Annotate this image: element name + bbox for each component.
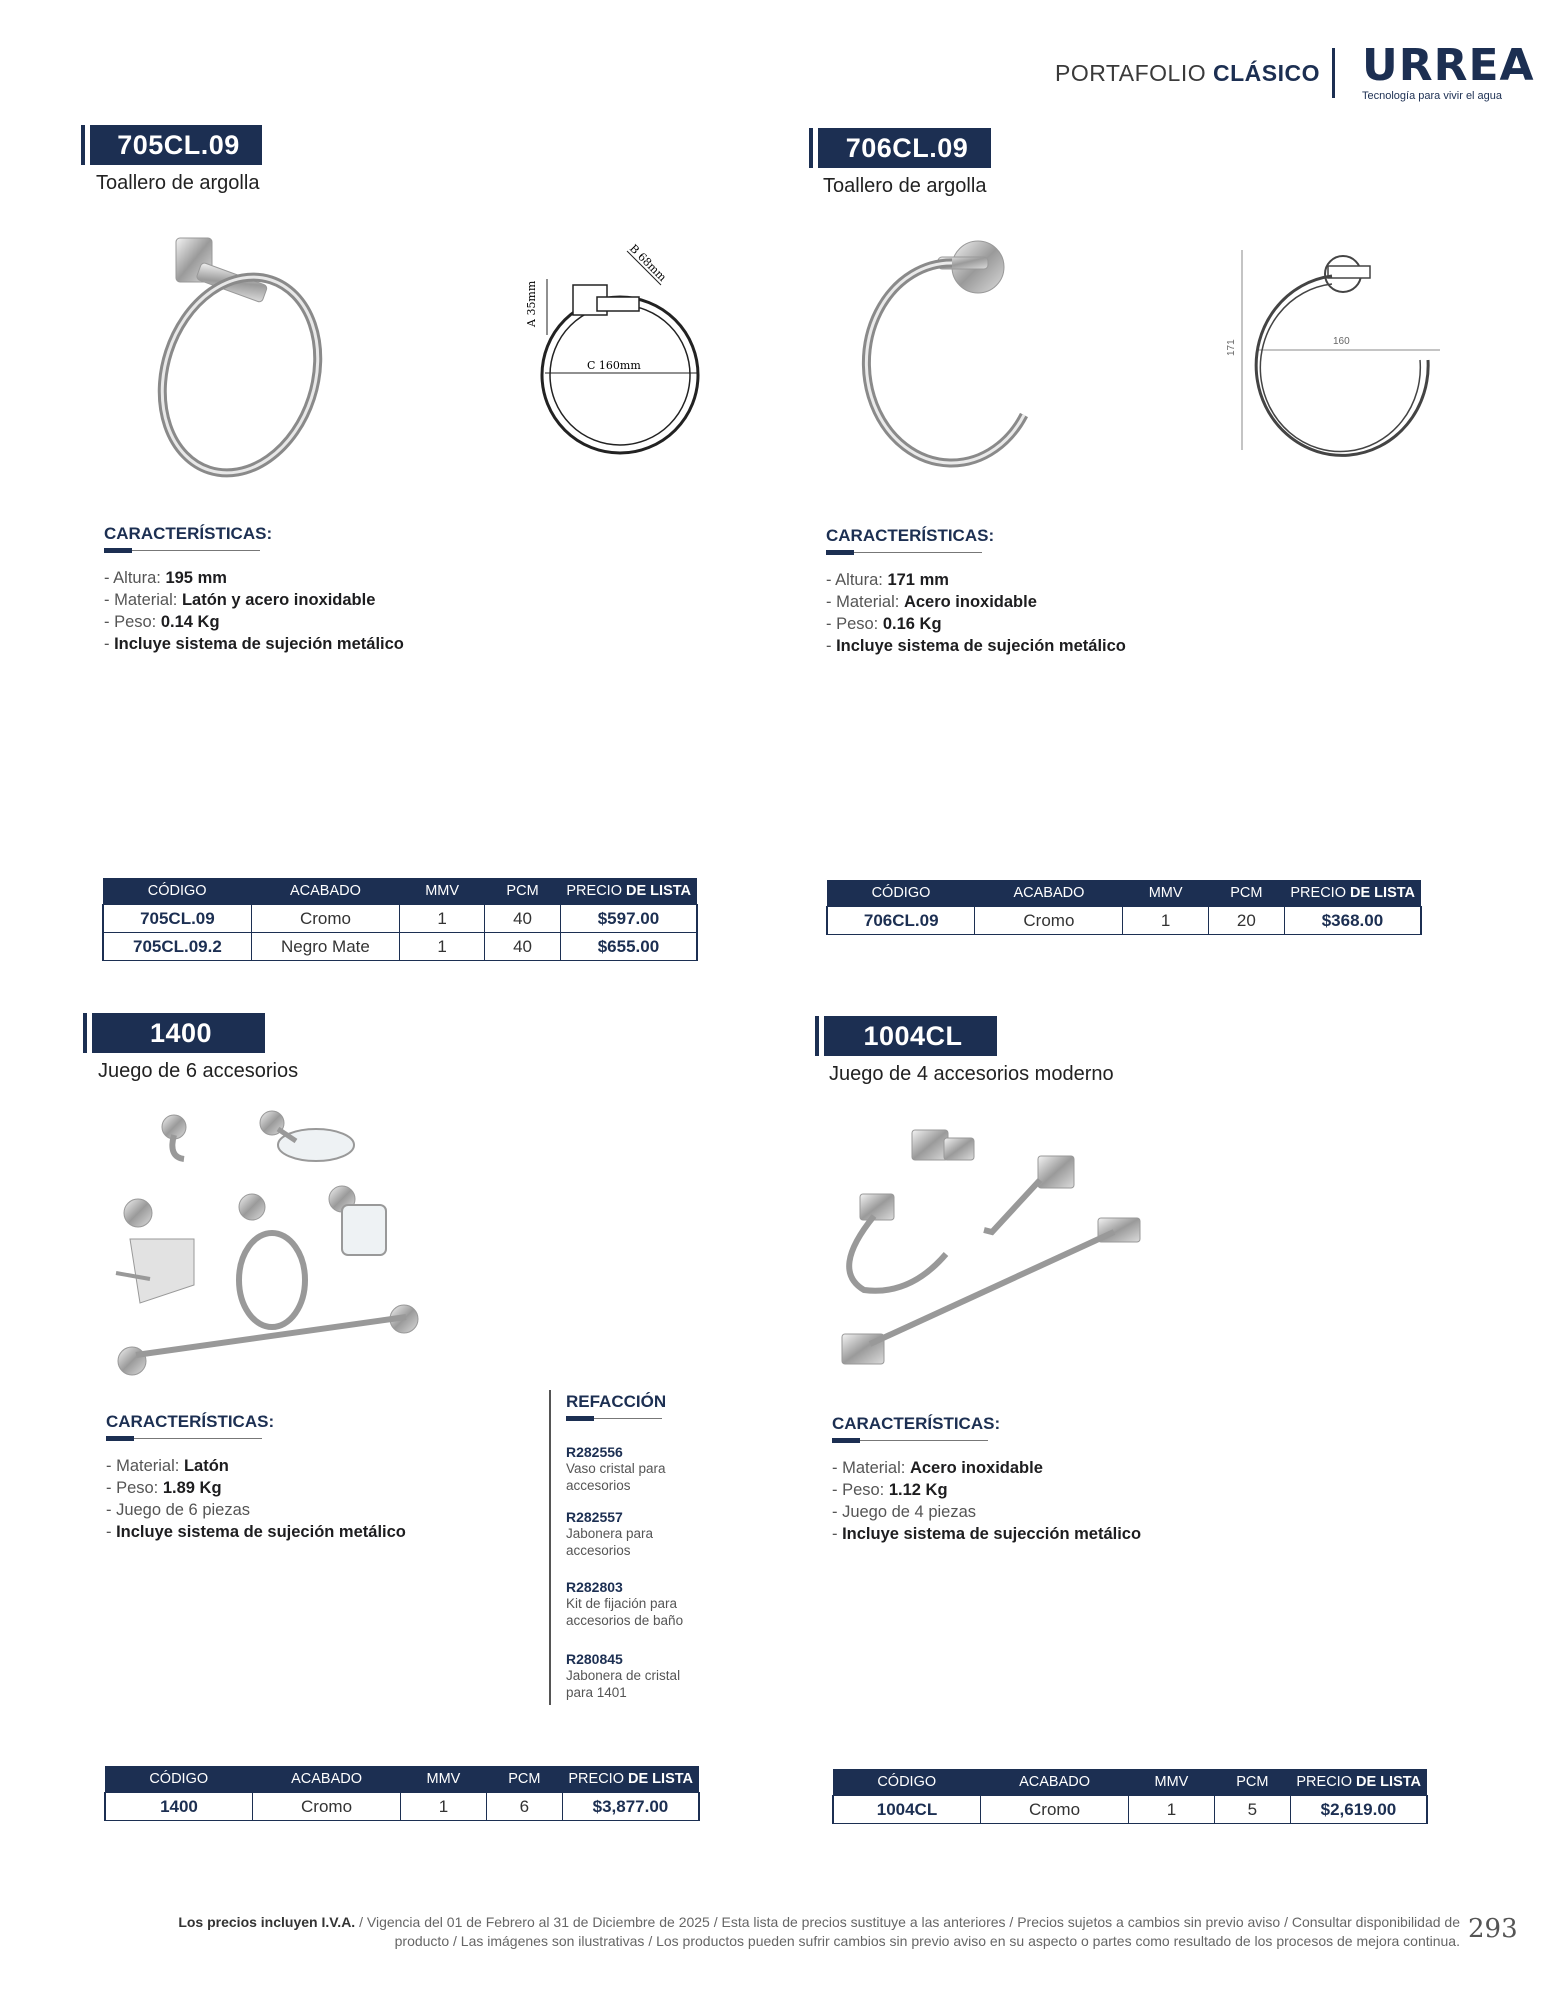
table-row: 706CL.09 Cromo 1 20 $368.00 — [827, 907, 1421, 935]
col-mmv: MMV — [400, 878, 485, 905]
accessory-set-photo — [110, 1105, 430, 1385]
product-code-badge: 705CL.09 — [90, 125, 262, 165]
col-pcm: PCM — [485, 878, 561, 905]
feature-item: - Material: Latón — [106, 1457, 229, 1475]
features-title: CARACTERÍSTICAS: — [106, 1412, 274, 1439]
table-header-row: CÓDIGO ACABADO MMV PCM PRECIO DE LISTA — [105, 1766, 699, 1793]
feature-item: - Juego de 6 piezas — [106, 1501, 251, 1519]
features-title: CARACTERÍSTICAS: — [826, 526, 994, 553]
price-table — [826, 880, 1422, 935]
refaccion-title: REFACCIÓN — [566, 1392, 666, 1419]
page-number: 293 — [1468, 1914, 1518, 1944]
features-title-bar — [106, 1436, 134, 1441]
price-table — [832, 1769, 1428, 1824]
product-subtitle: Juego de 6 accesorios — [98, 1060, 299, 1082]
feature-item: - Altura: 195 mm — [104, 569, 227, 587]
feature-item: - Peso: 0.14 Kg — [104, 613, 220, 631]
table-header-row — [103, 878, 697, 905]
towel-ring-photo — [862, 235, 1042, 475]
logo-tagline: Tecnología para vivir el agua — [1362, 90, 1503, 102]
logo-wordmark: URREA — [1362, 40, 1535, 91]
features-list — [832, 1457, 1141, 1545]
table-row: 1004CL Cromo 1 5 $2,619.00 — [833, 1796, 1427, 1824]
refaccion-divider — [549, 1390, 551, 1705]
refaccion-title-bar — [566, 1416, 594, 1421]
dim-width-label: 160 — [1333, 336, 1350, 347]
feature-item: - Peso: 1.12 Kg — [832, 1481, 948, 1499]
feature-item: - Altura: 171 mm — [826, 571, 949, 589]
dim-b-label: B 68mm — [626, 241, 669, 284]
urrea-logo — [1362, 40, 1535, 102]
feature-item: - Peso: 0.16 Kg — [826, 615, 942, 633]
towel-ring-diagram — [525, 241, 705, 465]
product-code-badge: 1004CL — [824, 1016, 997, 1056]
feature-item: - Incluye sistema de sujeción metálico — [106, 1523, 406, 1541]
table-header-row: CÓDIGO ACABADO MMV PCM PRECIO DE LISTA — [833, 1769, 1427, 1796]
towel-ring-photo — [140, 230, 340, 490]
refaccion-item: R282557 Jabonera para accesorios — [566, 1509, 654, 1558]
refaccion-item: R280845 Jabonera de cristal para 1401 — [566, 1651, 681, 1700]
features-list — [104, 567, 404, 655]
feature-item: - Incluye sistema de sujeción metálico — [826, 637, 1126, 655]
col-codigo: CÓDIGO — [103, 878, 251, 905]
price-table — [104, 1766, 700, 1821]
product-subtitle: Juego de 4 accesorios moderno — [829, 1063, 1114, 1085]
feature-item: - Incluye sistema de sujección metálico — [832, 1525, 1142, 1543]
table-header-row: CÓDIGO ACABADO MMV PCM PRECIO DE LISTA — [827, 880, 1421, 907]
col-acabado: ACABADO — [251, 878, 399, 905]
features-list — [106, 1455, 406, 1543]
price-table — [102, 878, 698, 961]
feature-item: - Material: Acero inoxidable — [832, 1459, 1043, 1477]
product-code-badge: 1400 — [92, 1013, 265, 1053]
portfolio-label: PORTAFOLIO CLÁSICO — [1054, 60, 1320, 86]
features-title: CARACTERÍSTICAS: — [104, 524, 272, 551]
table-row: 705CL.09.2 Negro Mate 1 40 $655.00 — [103, 933, 697, 961]
footer-disclaimer: Los precios incluyen I.V.A. / Vigencia del 01 de Febrero al 31 de Diciembre de 2025 / Esta lista de precios sustituye a las anteriores / Precios sujetos a cambios sin previo aviso / Consultar disponibilidad de producto / Las imágenes son ilustrativas / Los productos pueden sufrir cambios sin previo aviso en su aspecto o partes como resultado de los procesos de mejora continua. — [178, 1914, 1460, 1949]
feature-item: - Material: Acero inoxidable — [826, 593, 1037, 611]
features-title-bar — [104, 548, 132, 553]
feature-item: - Peso: 1.89 Kg — [106, 1479, 222, 1497]
accessory-set-photo — [830, 1120, 1160, 1380]
product-subtitle: Toallero de argolla — [823, 175, 987, 197]
features-title-bar — [832, 1438, 860, 1443]
feature-item: - Material: Latón y acero inoxidable — [104, 591, 376, 609]
product-subtitle: Toallero de argolla — [96, 172, 260, 194]
refaccion-item: R282556 Vaso cristal para accesorios — [566, 1444, 666, 1493]
table-row: 1400 Cromo 1 6 $3,877.00 — [105, 1793, 699, 1821]
product-code-badge: 706CL.09 — [818, 128, 991, 168]
dim-height-label: 171 — [1226, 339, 1237, 356]
refaccion-item: R282803 Kit de fijación para accesorios de baño — [566, 1579, 684, 1628]
col-precio: PRECIO DE LISTA — [560, 878, 697, 905]
towel-ring-diagram — [1228, 240, 1448, 460]
features-title: CARACTERÍSTICAS: — [832, 1414, 1000, 1441]
dim-a-label: A 35mm — [525, 280, 538, 327]
features-title-bar — [826, 550, 854, 555]
features-list — [826, 569, 1126, 657]
dim-c-label: C 160mm — [587, 359, 641, 372]
feature-item: - Juego de 4 piezas — [832, 1503, 977, 1521]
header-divider — [1332, 48, 1335, 98]
table-row: 705CL.09 Cromo 1 40 $597.00 — [103, 905, 697, 933]
feature-item: - Incluye sistema de sujeción metálico — [104, 635, 404, 653]
